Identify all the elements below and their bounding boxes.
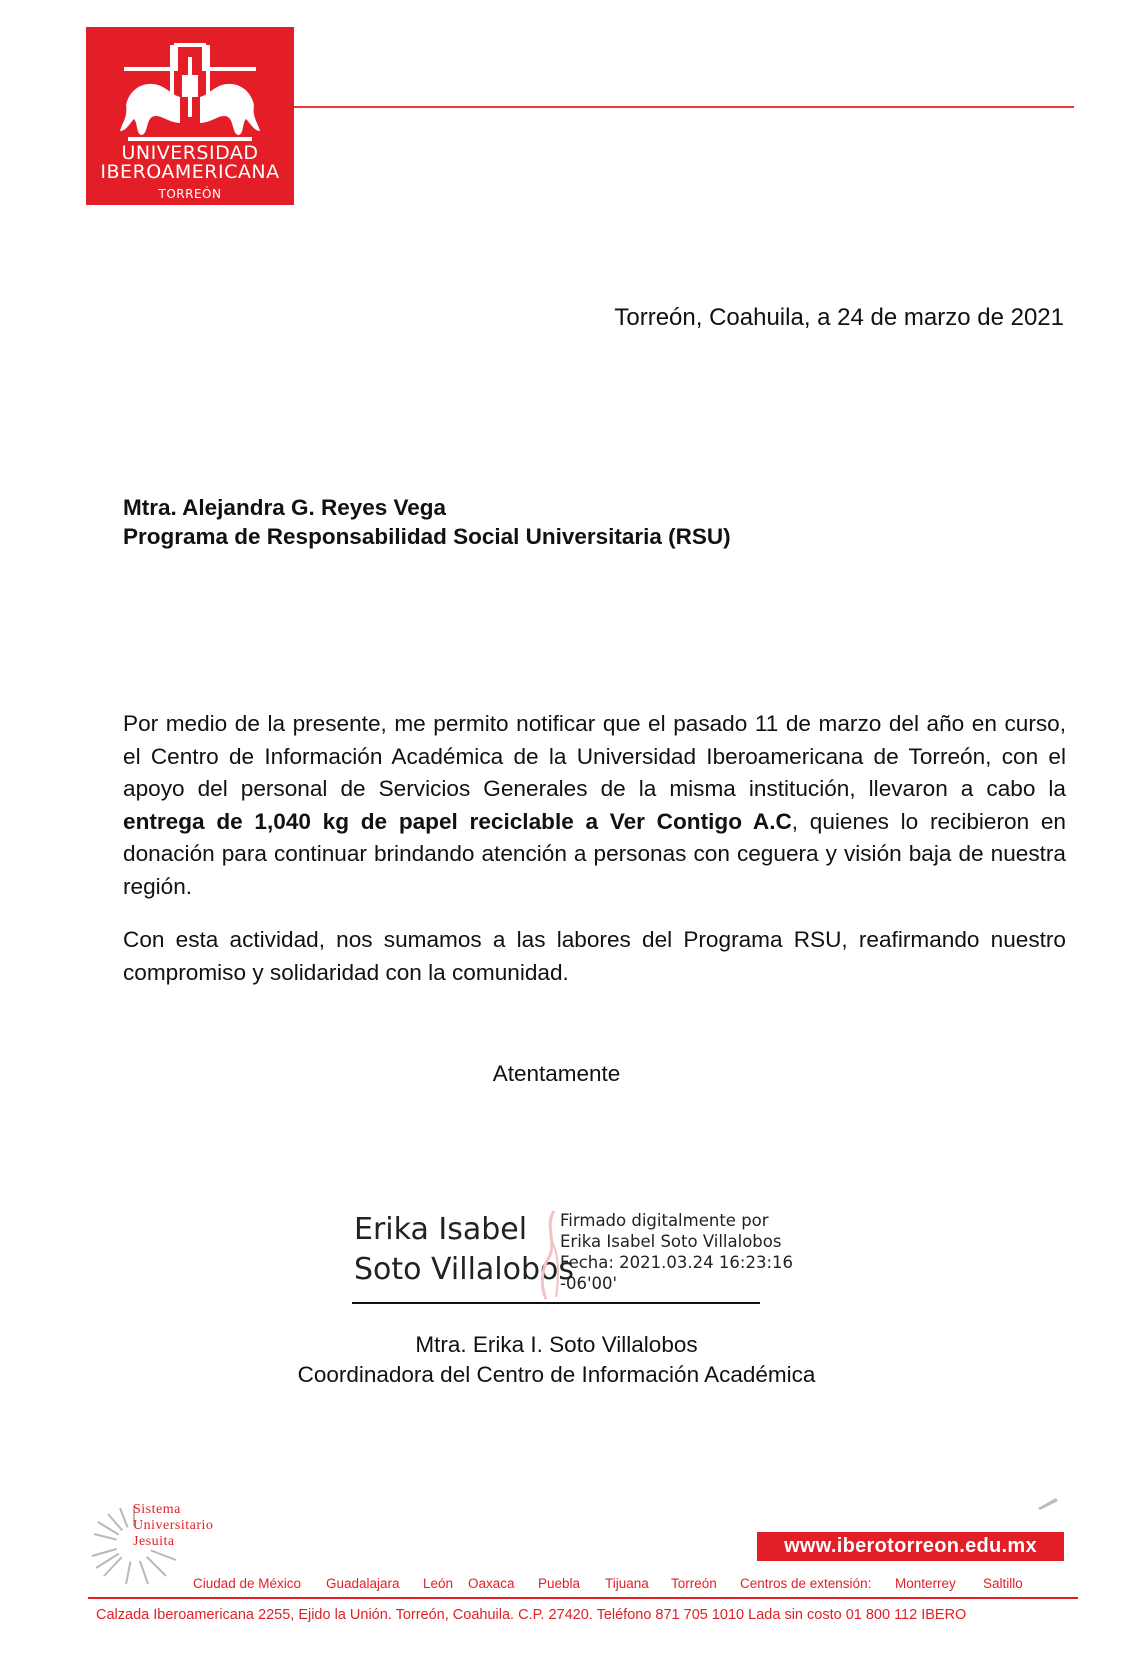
logo-text-torreon: TORREÓN [158,187,222,201]
footer-address: Calzada Iberoamericana 2255, Ejido la Unión. Torreón, Coahuila. C.P. 27420. Teléfono 871 705 1010 Lada sin costo 01 800 112 IBERO [96,1607,967,1623]
signature-metadata [560,1210,793,1294]
body-p1-text-end: , quienes lo recibieron en donación para continuar brindando atención a personas con ceguera y visión baja de nuestra región. [123,808,1066,899]
sj-line-2: Universitario [133,1518,214,1533]
campus-item: Puebla [538,1576,581,1591]
campus-item: León [423,1576,454,1591]
university-logo [86,27,294,205]
sj-line-3: Jesuita [133,1534,175,1549]
date-line: Torreón, Coahuila, a 24 de marzo de 2021 [614,304,1064,331]
signer-title: Coordinadora del Centro de Información Académica [297,1362,816,1387]
recipient-program: Programa de Responsabilidad Social Universitaria (RSU) [123,524,731,549]
signer-block [0,1330,1113,1390]
campus-item: Centros de extensión: [740,1576,872,1591]
header-rule [294,106,1074,108]
footer-rule [88,1597,1078,1599]
pen-icon [1036,1496,1060,1510]
sistema-jesuita-label [133,1502,213,1550]
campus-item: Monterrey [895,1576,956,1591]
campus-item: Ciudad de México [193,1576,302,1591]
signature-rule [352,1302,760,1304]
body-paragraph-1 [123,708,1066,903]
body-paragraph-2: Con esta actividad, nos sumamos a las labores del Programa RSU, reafirmando nuestro compromiso y solidaridad con la comunidad. [123,927,1066,985]
website-link[interactable]: www.iberotorreon.edu.mx [757,1532,1064,1561]
logo-text-iberoamericana: IBEROAMERICANA [100,161,280,183]
signature-name-line1: Erika Isabel [354,1212,528,1247]
signature-meta-4: -06'00' [560,1274,618,1293]
letter-body [123,708,1066,1010]
body-p1-text: Por medio de la presente, me permito notificar que el pasado 11 de marzo del año en curso, el Centro de Información Académica de la Universidad Iberoamericana de Torreón, con el apoyo del personal de Servicios Generales de la misma institución, llevaron a cabo la [123,711,1066,801]
campus-item: Oaxaca [468,1576,515,1591]
campus-item: Saltillo [983,1576,1023,1591]
signature-meta-1: Firmado digitalmente por [560,1211,769,1230]
campus-item: Tijuana [605,1576,649,1591]
body-p1-bold: entrega de 1,040 kg de papel reciclable a Ver Contigo A.C [123,808,792,834]
signature-meta-3: Fecha: 2021.03.24 16:23:16 [560,1253,794,1272]
signer-name: Mtra. Erika I. Soto Villalobos [415,1332,698,1357]
recipient-block [123,493,731,551]
sj-line-1: Sistema [133,1502,181,1517]
campus-item: Torreón [671,1576,717,1591]
signature-name-line2: Soto Villalobos [354,1252,575,1287]
signature-meta-2: Erika Isabel Soto Villalobos [560,1232,782,1251]
campus-item: Guadalajara [326,1576,400,1591]
logo-text-universidad: UNIVERSIDAD [121,142,259,164]
recipient-name: Mtra. Alejandra G. Reyes Vega [123,495,447,520]
closing: Atentamente [492,1061,621,1086]
